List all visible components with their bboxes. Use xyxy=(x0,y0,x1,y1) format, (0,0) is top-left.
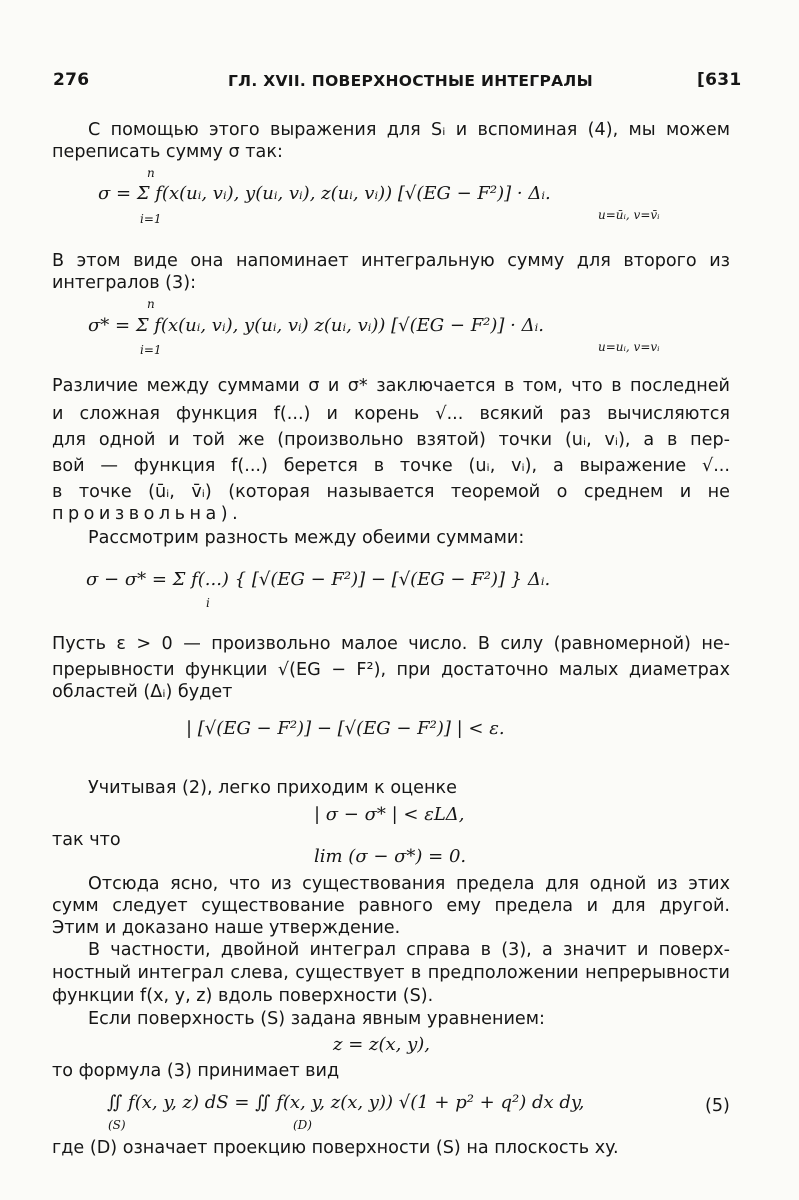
text-line: В этом виде она напоминает интегральную сумму для второго из xyxy=(52,251,730,271)
sum-lower-limit: i=1 xyxy=(140,343,162,357)
text-line: функции f(x, y, z) вдоль поверхности (S). xyxy=(52,986,434,1006)
page-number: 276 xyxy=(53,70,90,90)
formula-bound: | σ − σ* | < εLΔ, xyxy=(314,804,465,825)
formula-subscript: u=ūᵢ, v=v̄ᵢ xyxy=(598,208,660,222)
sum-upper-limit: n xyxy=(147,297,155,311)
integral-domain-s: (S) xyxy=(108,1118,126,1132)
text-line: Рассмотрим разность между обеими суммами: xyxy=(88,528,525,548)
text-line: так что xyxy=(52,830,121,850)
text-line: где (D) означает проекцию поверхности (S) на плоскость xy. xyxy=(52,1138,619,1158)
formula-limit: lim (σ − σ*) = 0. xyxy=(314,846,467,867)
text-line: то формула (3) принимает вид xyxy=(52,1061,340,1081)
integral-domain-d: (D) xyxy=(293,1118,312,1132)
text-line: Учитывая (2), легко приходим к оценке xyxy=(88,778,457,798)
text-line: переписать сумму σ так: xyxy=(52,142,283,162)
text-line: ностный интеграл слева, существует в предположении непрерывности xyxy=(52,963,730,983)
formula-surface-integral: ∬ f(x, y, z) dS = ∬ f(x, y, z(x, y)) √(1 + p² + q²) dx dy, xyxy=(107,1092,585,1113)
text-line: произвольна). xyxy=(52,504,243,524)
equation-number: (5) xyxy=(705,1096,730,1116)
formula-explicit-surface: z = z(x, y), xyxy=(333,1034,431,1055)
text-line: в точке (ūᵢ, v̄ᵢ) (которая называется теоремой о среднем и не xyxy=(52,482,730,502)
text-line: для одной и той же (произвольно взятой) точки (uᵢ, vᵢ), а в пер- xyxy=(52,430,730,450)
formula-estimate: | [√(EG − F²)] − [√(EG − F²)] | < ε. xyxy=(186,718,505,739)
text-line: Различие между суммами σ и σ* заключается в том, что в последней xyxy=(52,376,730,396)
text-line: и сложная функция f(...) и корень √... всякий раз вычисляются xyxy=(52,404,730,424)
text-line: областей (Δᵢ) будет xyxy=(52,682,233,702)
sum-upper-limit: n xyxy=(147,166,155,180)
running-head: ГЛ. XVII. ПОВЕРХНОСТНЫЕ ИНТЕГРАЛЫ xyxy=(228,72,593,90)
formula-subscript: u=uᵢ, v=vᵢ xyxy=(598,340,660,354)
text-line: интегралов (3): xyxy=(52,273,197,293)
formula-difference: σ − σ* = Σ f(...) { [√(EG − F²)] − [√(EG − F²)] } Δᵢ. xyxy=(86,569,551,590)
text-line: сумм следует существование равного ему предела и для другой. xyxy=(52,896,730,916)
text-line: С помощью этого выражения для Sᵢ и вспоминая (4), мы можем xyxy=(88,120,730,140)
sum-lower-limit: i=1 xyxy=(140,212,162,226)
section-number: [631 xyxy=(697,70,742,90)
text-line: Этим и доказано наше утверждение. xyxy=(52,918,401,938)
text-line: Пусть ε > 0 — произвольно малое число. В силу (равномерной) не- xyxy=(52,634,730,654)
sum-lower-limit: i xyxy=(206,596,210,610)
text-line: прерывности функции √(EG − F²), при достаточно малых диаметрах xyxy=(52,660,730,680)
text-line: вой — функция f(...) берется в точке (uᵢ, vᵢ), а выражение √... xyxy=(52,456,730,476)
formula-sigma-star: σ* = Σ f(x(uᵢ, vᵢ), y(uᵢ, vᵢ) z(uᵢ, vᵢ)) [√(EG − F²)] · Δᵢ. xyxy=(88,315,544,336)
text-line: Если поверхность (S) задана явным уравнением: xyxy=(88,1009,545,1029)
formula-sigma: σ = Σ f(x(uᵢ, vᵢ), y(uᵢ, vᵢ), z(uᵢ, vᵢ)) [√(EG − F²)] · Δᵢ. xyxy=(98,183,551,204)
text-line: Отсюда ясно, что из существования предела для одной из этих xyxy=(88,874,730,894)
text-line: В частности, двойной интеграл справа в (3), а значит и поверх- xyxy=(88,940,730,960)
